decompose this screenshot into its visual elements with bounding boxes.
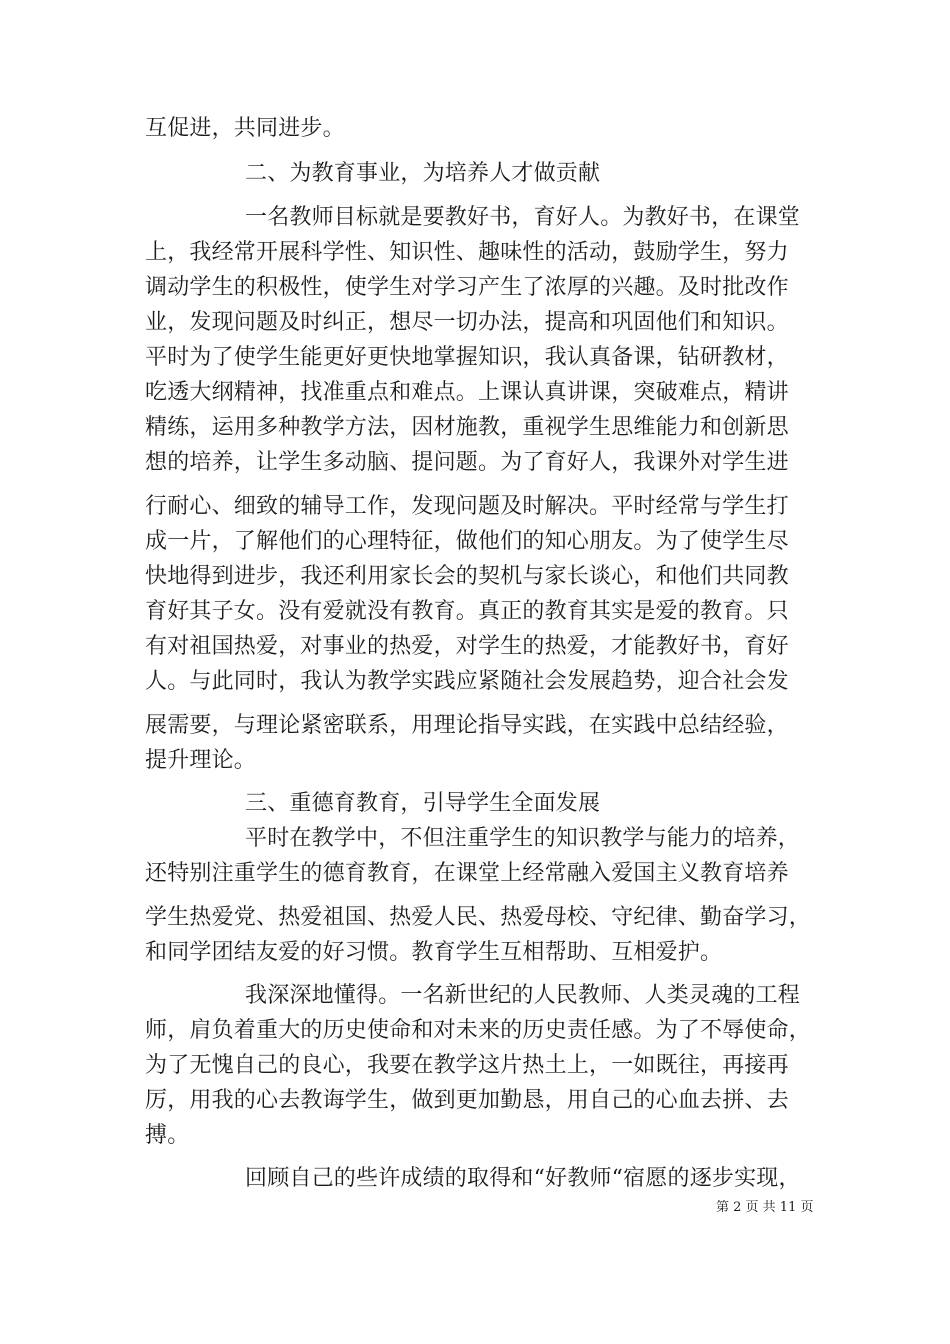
- text-line: 互促进，共同进步。: [145, 116, 345, 141]
- text-line: 调动学生的积极性，使学生对学习产生了浓厚的兴趣。及时批改作: [145, 275, 789, 300]
- text-line: 还特别注重学生的德育教育，在课堂上经常融入爱国主义教育培养: [145, 861, 789, 886]
- text-line: 吃透大纲精神，找准重点和难点。上课认真讲课，突破难点，精讲: [145, 380, 789, 405]
- text-line: 一名教师目标就是要教好书，育好人。为教好书，在课堂: [245, 205, 801, 230]
- text-line: 和同学团结友爱的好习惯。教育学生互相帮助、互相爱护。: [145, 940, 723, 965]
- page-number: 第 2 页 共 11 页: [716, 1200, 814, 1215]
- text-line: 人。与此同时，我认为教学实践应紧随社会发展趋势，迎合社会发: [145, 669, 789, 694]
- text-line: 厉，用我的心去教诲学生，做到更加勤恳，用自己的心血去拼、去: [145, 1088, 789, 1113]
- text-line: 我深深地懂得。一名新世纪的人民教师、人类灵魂的工程: [245, 983, 801, 1008]
- text-line: 平时为了使学生能更好更快地掌握知识，我认真备课，钻研教材，: [145, 345, 789, 370]
- text-line: 育好其子女。没有爱就没有教育。真正的教育其实是爱的教育。只: [145, 599, 789, 624]
- text-line: 师，肩负着重大的历史使命和对未来的历史责任感。为了不辱使命，: [145, 1018, 812, 1043]
- text-line: 业，发现问题及时纠正，想尽一切办法，提高和巩固他们和知识。: [145, 310, 789, 335]
- text-line: 学生热爱党、热爱祖国、热爱人民、热爱母校、守纪律、勤奋学习，: [145, 905, 812, 930]
- section-heading: 二、为教育事业，为培养人才做贡献: [245, 161, 601, 186]
- text-line: 快地得到进步，我还利用家长会的契机与家长谈心，和他们共同教: [145, 564, 789, 589]
- text-line: 搏。: [145, 1123, 190, 1148]
- text-line: 想的培养，让学生多动脑、提问题。为了育好人，我课外对学生进: [145, 450, 789, 475]
- text-line: 展需要，与理论紧密联系，用理论指导实践，在实践中总结经验，: [145, 713, 789, 738]
- text-line: 提升理论。: [145, 748, 257, 773]
- text-line: 有对祖国热爱，对事业的热爱，对学生的热爱，才能教好书，育好: [145, 634, 789, 659]
- text-line: 回顾自己的些许成绩的取得和“好教师“宿愿的逐步实现，: [245, 1166, 801, 1191]
- text-line: 行耐心、细致的辅导工作，发现问题及时解决。平时经常与学生打: [145, 494, 789, 519]
- text-line: 上，我经常开展科学性、知识性、趣味性的活动，鼓励学生，努力: [145, 240, 789, 265]
- text-line: 成一片，了解他们的心理特征，做他们的知心朋友。为了使学生尽: [145, 529, 789, 554]
- section-heading: 三、重德育教育，引导学生全面发展: [245, 791, 601, 816]
- text-line: 平时在教学中，不但注重学生的知识教学与能力的培养，: [245, 826, 801, 851]
- text-line: 精练，运用多种教学方法，因材施教，重视学生思维能力和创新思: [145, 415, 789, 440]
- text-line: 为了无愧自己的良心，我要在教学这片热土上，一如既往，再接再: [145, 1053, 789, 1078]
